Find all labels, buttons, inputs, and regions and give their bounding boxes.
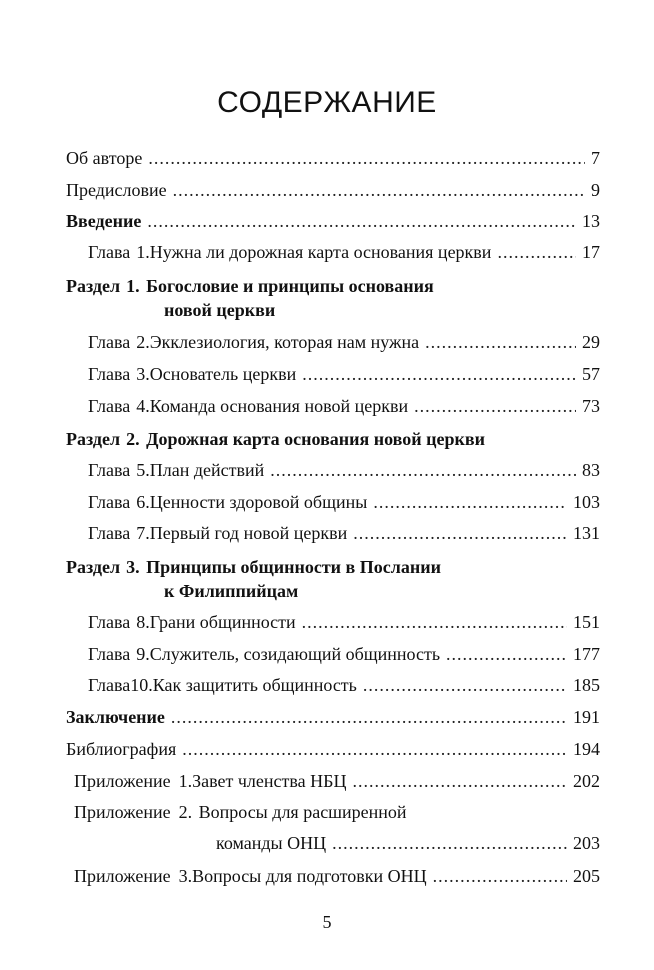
entry-page: 151: [573, 612, 600, 632]
leader-dots: [425, 332, 576, 353]
entry-number: 1.: [178, 771, 193, 791]
entry-number: 8.: [136, 612, 150, 632]
entry-label: Глава: [88, 644, 131, 664]
toc-entry[interactable]: [66, 739, 600, 765]
page-number: 5: [322, 912, 332, 932]
entry-number: 7.: [136, 523, 150, 543]
toc-entry[interactable]: [88, 364, 600, 390]
toc-entry[interactable]: [88, 492, 600, 518]
entry-label: Библиография: [66, 739, 177, 759]
leader-dots: [373, 492, 567, 513]
entry-number: 2.: [126, 429, 140, 449]
entry-page: 202: [573, 771, 600, 791]
toc-entry[interactable]: [88, 460, 600, 486]
toc-section-continuation: [164, 581, 600, 607]
leader-dots: [497, 242, 576, 263]
entry-label: Глава: [88, 460, 131, 480]
entry-text-line2: команды ОНЦ: [216, 833, 327, 853]
entry-text: Грани общинности: [149, 612, 296, 632]
toc-entry[interactable]: [74, 771, 600, 797]
toc-entry[interactable]: [66, 211, 600, 237]
entry-text: Принципы общинности в Послании: [146, 557, 441, 577]
entry-page: 57: [582, 364, 600, 384]
leader-dots: [302, 612, 567, 633]
entry-page: 9: [591, 180, 600, 200]
entry-text-line2: к Филиппийцам: [164, 581, 299, 601]
entry-label: Глава: [88, 364, 131, 384]
toc-entry[interactable]: [66, 707, 600, 733]
entry-text: Нужна ли дорожная карта основания церкви: [149, 242, 492, 262]
entry-page: 185: [573, 675, 600, 695]
leader-dots: [173, 180, 585, 201]
toc-entry[interactable]: [88, 242, 600, 268]
entry-label: Об авторе: [66, 148, 143, 168]
entry-text: Ценности здоровой общины: [149, 492, 368, 512]
entry-page: 205: [573, 866, 600, 886]
leader-dots: [182, 739, 567, 760]
toc-section[interactable]: [66, 429, 600, 455]
toc-entry[interactable]: [74, 802, 600, 828]
entry-label: Приложение: [74, 802, 171, 822]
entry-label: Предисловие: [66, 180, 167, 200]
entry-label: Глава: [88, 396, 131, 416]
toc-entry[interactable]: [88, 612, 600, 638]
leader-dots: [414, 396, 576, 417]
entry-text: Завет членства НБЦ: [192, 771, 347, 791]
entry-label: Приложение: [74, 866, 171, 886]
toc-entry[interactable]: [88, 675, 600, 701]
entry-page: 131: [573, 523, 600, 543]
toc-section-continuation: [164, 300, 600, 326]
leader-dots: [446, 644, 567, 665]
entry-number: 5.: [136, 460, 150, 480]
entry-text: Богословие и принципы основания: [146, 276, 434, 296]
leader-dots: [363, 675, 567, 696]
leader-dots: [270, 460, 576, 481]
toc-entry[interactable]: [88, 396, 600, 422]
entry-label: Глава: [88, 675, 131, 695]
toc-entry[interactable]: [88, 332, 600, 358]
entry-number: 2.: [178, 802, 193, 822]
page-title: СОДЕРЖАНИЕ: [217, 86, 437, 119]
entry-label: Раздел: [66, 429, 121, 449]
entry-text: Экклезиология, которая нам нужна: [149, 332, 420, 352]
entry-label: Введение: [66, 211, 142, 231]
entry-page: 103: [573, 492, 600, 512]
leader-dots: [171, 707, 567, 728]
entry-page: 203: [573, 833, 600, 853]
entry-page: 194: [573, 739, 600, 759]
leader-dots: [302, 364, 576, 385]
entry-page: 13: [582, 211, 600, 231]
entry-label: Раздел: [66, 557, 121, 577]
entry-number: 2.: [136, 332, 150, 352]
toc-section[interactable]: [66, 557, 600, 583]
leader-dots: [148, 148, 585, 169]
entry-page: 83: [582, 460, 600, 480]
entry-number: 9.: [136, 644, 150, 664]
entry-page: 73: [582, 396, 600, 416]
toc-entry[interactable]: [88, 644, 600, 670]
entry-label: Заключение: [66, 707, 165, 727]
entry-label: Раздел: [66, 276, 121, 296]
leader-dots: [147, 211, 576, 232]
entry-text: Служитель, созидающий общинность: [149, 644, 441, 664]
entry-label: Глава: [88, 612, 131, 632]
leader-dots: [433, 866, 567, 887]
toc-entry[interactable]: [74, 866, 600, 892]
entry-label: Глава: [88, 242, 131, 262]
entry-text: Вопросы для подготовки ОНЦ: [192, 866, 427, 886]
entry-number: 3.: [126, 557, 140, 577]
entry-number: 10.: [130, 675, 153, 695]
entry-text: Дорожная карта основания новой церкви: [146, 429, 485, 449]
toc-entry[interactable]: [66, 148, 600, 174]
entry-number: 3.: [136, 364, 150, 384]
entry-label: Глава: [88, 523, 131, 543]
entry-number: 3.: [178, 866, 193, 886]
entry-page: 17: [582, 242, 600, 262]
entry-label: Глава: [88, 332, 131, 352]
entry-number: 6.: [136, 492, 150, 512]
entry-label: Приложение: [74, 771, 171, 791]
entry-text: Вопросы для расширенной: [198, 802, 407, 822]
toc-entry-continuation[interactable]: [216, 833, 600, 859]
leader-dots: [352, 771, 567, 792]
leader-dots: [353, 523, 567, 544]
entry-text: Основатель церкви: [149, 364, 297, 384]
leader-dots: [332, 833, 567, 854]
entry-text-line2: новой церкви: [164, 300, 276, 320]
toc-entry[interactable]: [88, 523, 600, 549]
entry-text: Как защитить общинность: [152, 675, 357, 695]
toc-entry[interactable]: [66, 180, 600, 206]
entry-label: Глава: [88, 492, 131, 512]
entry-page: 7: [591, 148, 600, 168]
entry-text: Команда основания новой церкви: [149, 396, 409, 416]
entry-page: 29: [582, 332, 600, 352]
toc-section[interactable]: [66, 276, 600, 302]
entry-page: 177: [573, 644, 600, 664]
entry-number: 1.: [136, 242, 150, 262]
entry-text: План действий: [149, 460, 265, 480]
entry-page: 191: [573, 707, 600, 727]
entry-text: Первый год новой церкви: [149, 523, 348, 543]
entry-number: 1.: [126, 276, 140, 296]
entry-number: 4.: [136, 396, 150, 416]
